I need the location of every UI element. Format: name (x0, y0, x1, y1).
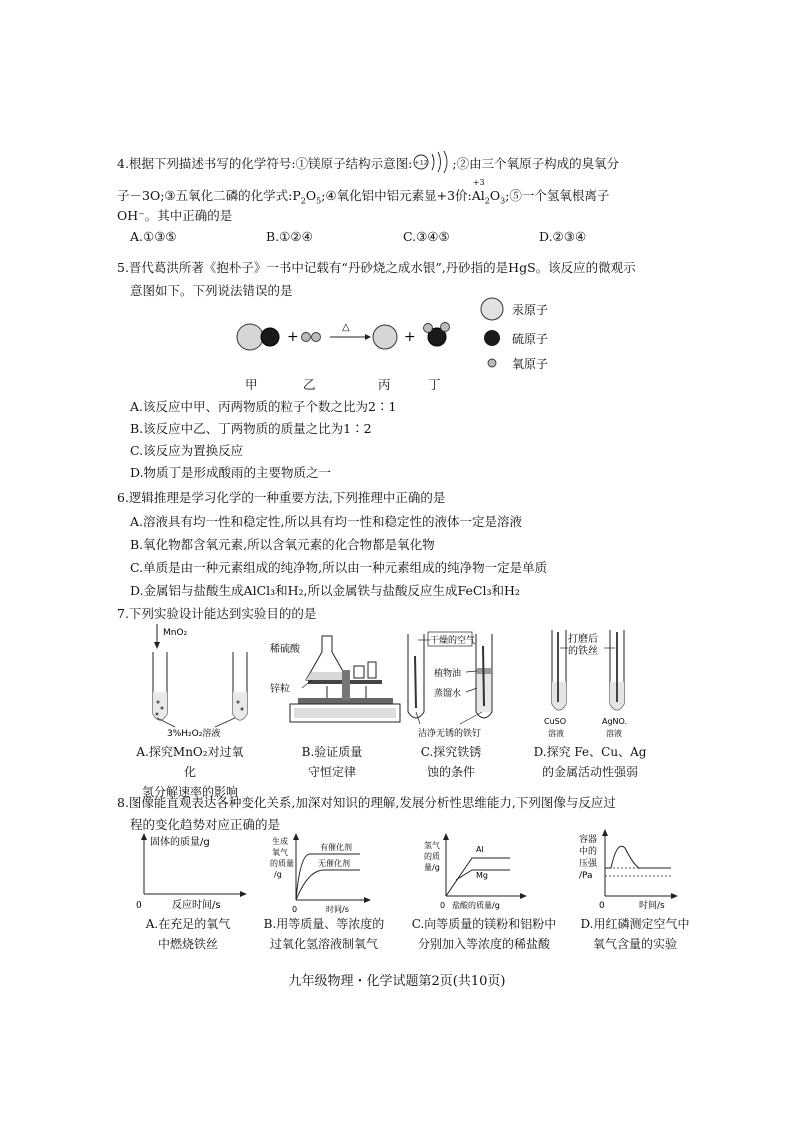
q5-option-a[interactable]: A.该反应中甲、丙两物质的粒子个数之比为2∶1 (130, 399, 397, 414)
q4-text-2a: 子－3O;③五氧化二磷的化学式:P (117, 188, 301, 203)
graph-c (420, 832, 530, 914)
q7-option-d[interactable] (520, 742, 660, 782)
q4-line3: OH⁻。其中正确的是 (117, 208, 233, 223)
q8-option-b[interactable] (250, 914, 398, 954)
graph-b-origin: 0 (292, 905, 298, 914)
clean-nail-label: 洁净无锈的铁钉 (418, 729, 482, 739)
q4-text-2c: ;④氧化铝中铝元素显+3价: (321, 188, 472, 203)
graph-c-series-al: Al (476, 845, 484, 854)
graph-c-ylabel-1: 氢气 (424, 841, 440, 850)
q8-caption-c2: 分别加入等浓度的稀盐酸 (417, 937, 550, 951)
q4-text-2b: O (305, 188, 317, 203)
q6-option-a[interactable]: A.溶液具有均一性和稳定性,所以具有均一性和稳定性的液体一定是溶液 (130, 514, 522, 529)
graph-a-xlabel: 反应时间/s (172, 900, 221, 911)
q6-option-d[interactable]: D.金属铝与盐酸生成AlCl₃和H₂,所以金属铁与盐酸反应生成FeCl₃和H₂ (130, 583, 520, 598)
q7-caption-d1: D.探究 Fe、Cu、Ag (533, 745, 647, 759)
h2o2-label: 3%H₂O₂溶液 (167, 729, 221, 739)
al-symbol: Al (471, 188, 485, 203)
label-ding: 丁 (428, 377, 441, 392)
graph-c-ylabel-3: 量/g (424, 863, 440, 872)
q5-line1: 5.晋代葛洪所著《抱朴子》一书中记载有“丹砂烧之成水银”,丹砂指的是HgS。该反应的微观示 (117, 260, 636, 275)
polished-wire-label-2: 的铁丝 (568, 646, 598, 657)
q6-option-c[interactable]: C.单质是由一种元素组成的纯净物,所以由一种元素组成的纯净物一定是单质 (130, 560, 548, 575)
graph-b-series-catalyst: 有催化剂 (320, 843, 352, 852)
q8-caption-b2: 过氧化氢溶液制氧气 (269, 937, 378, 951)
q5-line2: 意图如下。下列说法错误的是 (130, 283, 293, 298)
q7-option-b[interactable] (282, 742, 382, 782)
graph-c-origin: 0 (440, 901, 446, 910)
q8-caption-b1: B.用等质量、等浓度的 (263, 917, 385, 931)
q4-option-d[interactable]: D.②③④ (539, 229, 587, 244)
q7-caption-c1: C.探究铁锈 (420, 745, 482, 759)
q6-stem: 6.逻辑推理是学习化学的一种重要方法,下列推理中正确的是 (117, 490, 446, 505)
graph-c-ylabel-2: 的质 (424, 852, 440, 861)
q7-caption-a2: 氢分解速率的影响 (141, 785, 238, 799)
graph-d-ylabel-1: 容器 (579, 835, 598, 845)
q4-line2: 子－3O;③五氧化二磷的化学式$:P_2O_5;④$氧化铝中铝元素显+3价: +3 $Al_2O_3;⑤$一个氢氧根离子 (117, 178, 610, 206)
graph-d-ylabel-3: 压强 (579, 859, 598, 869)
dry-air-label: 干燥的空气 (430, 636, 476, 646)
dilute-sulfuric-label: 稀硫酸 (270, 644, 300, 655)
q8-caption-d1: D.用红磷测定空气中 (580, 917, 690, 931)
zinc-label: 锌粒 (270, 684, 290, 695)
q5-option-d[interactable]: D.物质丁是形成酸雨的主要物质之一 (130, 465, 332, 480)
mg-nucleus-label: +12 (414, 158, 429, 167)
q8-line1: 8.图像能直观表达各种变化关系,加深对知识的理解,发展分析性思维能力,下列图像与反应过 (117, 795, 616, 810)
label-yi: 乙 (303, 377, 316, 392)
mg-atom-diagram (412, 150, 452, 172)
q6-option-b[interactable]: B.氧化物都含氧元素,所以含氧元素的化合物都是氧化物 (130, 537, 435, 552)
q8-caption-a1: A.在充足的氧气 (145, 917, 231, 931)
graph-d-xlabel: 时间/s (639, 901, 665, 911)
experiment-a (145, 622, 265, 740)
graph-b-ylabel-2: 氧气 (272, 848, 288, 857)
cuso4-solution-label: 溶液 (548, 729, 564, 738)
distilled-water-label: 蒸馏水 (434, 689, 462, 699)
label-bing: 丙 (378, 377, 391, 392)
q7-caption-b2: 守恒定律 (307, 765, 356, 779)
q8-caption-c1: C.向等质量的镁粉和铝粉中 (411, 917, 557, 931)
q7-caption-b1: B.验证质量 (301, 745, 363, 759)
experiment-c (400, 626, 520, 741)
delta-symbol: △ (342, 322, 350, 333)
q7-caption-c2: 蚀的条件 (426, 765, 475, 779)
legend-hg: 汞原子 (512, 303, 549, 317)
experiment-d (540, 624, 650, 742)
graph-b-ylabel-4: /g (274, 870, 282, 879)
graph-b-ylabel-1: 生成 (272, 837, 288, 846)
q8-option-d[interactable] (570, 914, 700, 954)
graph-d (575, 828, 685, 914)
graph-a-ylabel: 固体的质量/g (150, 837, 210, 848)
mno2-label: MnO₂ (163, 628, 188, 638)
al2o3-formula: +3 $Al_2O_3$ (471, 178, 506, 206)
graph-a-origin: 0 (136, 901, 142, 911)
agno3-solution-label: 溶液 (606, 729, 622, 738)
q4-option-c[interactable]: C.③④⑤ (403, 229, 450, 244)
experiment-b (268, 630, 408, 740)
graph-b-series-no-catalyst: 无催化剂 (318, 859, 350, 868)
q5-option-b[interactable]: B.该反应中乙、丁两物质的质量之比为1∶2 (130, 421, 372, 436)
graph-b-ylabel-3: 的质量 (270, 859, 294, 868)
graph-d-ylabel-4: /Pa (579, 871, 593, 881)
q7-option-c[interactable] (406, 742, 496, 782)
o-symbol: O (489, 188, 501, 203)
page-footer: 九年级物理・化学试题第2页(共10页) (288, 974, 506, 989)
q8-caption-a2: 中燃烧铁丝 (157, 937, 218, 951)
label-jia: 甲 (245, 377, 258, 392)
q8-line2: 程的变化趋势对应正确的是 (130, 817, 281, 832)
agno3-label: AgNO. (602, 717, 628, 726)
q8-option-c[interactable] (396, 914, 572, 954)
q4-option-a[interactable]: A.①③⑤ (130, 229, 177, 244)
legend-o: 氧原子 (512, 357, 549, 370)
q5-option-c[interactable]: C.该反应为置换反应 (130, 443, 244, 458)
cuso4-label: CuSO (544, 717, 567, 726)
legend-s: 硫原子 (512, 332, 549, 346)
q4-text-1b: ;②由三个氧原子构成的臭氧分 (452, 156, 620, 171)
q4-line1 (117, 150, 619, 172)
al-charge: +3 (472, 178, 485, 187)
q7-stem: 7.下列实验设计能达到实验目的的是 (117, 606, 317, 621)
q4-text-2d: ;⑤一个氢氧根离子 (505, 188, 610, 203)
plus-sign-2: + (404, 329, 416, 345)
vegetable-oil-label: 植物油 (434, 669, 462, 679)
graph-c-series-mg: Mg (476, 871, 488, 880)
q8-option-a[interactable] (132, 914, 244, 954)
graph-b-xlabel: 时间/s (326, 905, 349, 914)
q4-option-b[interactable]: B.①②④ (266, 229, 313, 244)
graph-d-ylabel-2: 中的 (579, 847, 598, 857)
q7-caption-a1: A.探究MnO₂对过氧化 (136, 745, 244, 779)
q4-text-1a: 4.根据下列描述书写的化学符号:①镁原子结构示意图: (117, 156, 413, 171)
graph-b (268, 832, 378, 914)
q7-caption-d2: 的金属活动性强弱 (541, 765, 638, 779)
graph-c-xlabel: 盐酸的质量/g (452, 901, 500, 910)
q8-caption-d2: 氧气含量的实验 (592, 937, 677, 951)
reaction-diagram (230, 295, 580, 370)
polished-wire-label-1: 打磨后 (568, 634, 598, 645)
graph-d-origin: 0 (599, 901, 605, 911)
plus-sign-1: + (287, 329, 299, 345)
graph-a (134, 832, 264, 912)
